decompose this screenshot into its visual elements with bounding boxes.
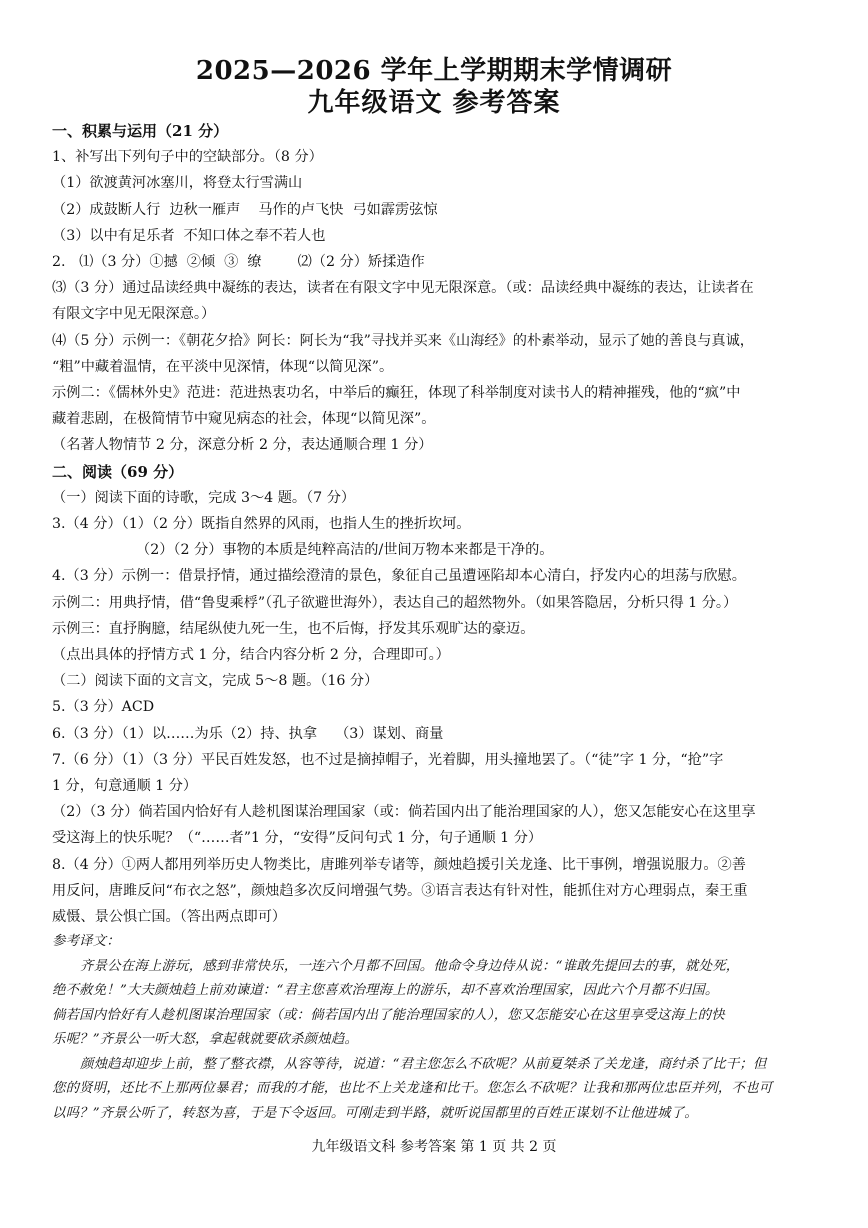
answer-line: （1）欲渡黄河冰塞川，将登太行雪满山 [52, 175, 303, 192]
translation-line: 乐呢？”齐景公一听大怒，拿起戟就要砍杀颜烛趋。 [52, 1032, 359, 1048]
translation-label: 参考译文： [52, 934, 120, 950]
document-title: 2025—2026 学年上学期期末学情调研 [195, 56, 673, 86]
translation-line: 绝不赦免！”大夫颜烛趋上前劝谏道：“君主您喜欢治理海上的游乐，却不喜欢治理国家，因此六个月都不归国。 [52, 983, 719, 999]
answer-line: （2）（3 分）倘若国内恰好有人趁机图谋治理国家（或：倘若国内出了能治理国家的人），您又怎能安心在这里享 [52, 804, 756, 821]
answer-line: （点出具体的抒情方式 1 分，结合内容分析 2 分，合理即可。） [52, 647, 450, 664]
answer-line: 示例二：用典抒情，借“鲁叟乘桴”（孔子欲避世海外），表达自己的超然物外。（如果答隐居，分析只得 1 分。） [52, 594, 738, 611]
answer-line: 有限文字中见无限深意。） [52, 306, 216, 323]
translation-line: 倘若国内恰好有人趁机图谋治理国家（或：倘若国内出了能治理国家的人），您又怎能安心在这里享受这海上的快 [52, 1007, 725, 1023]
answer-line: 1、补写出下列句子中的空缺部分。（8 分） [52, 149, 323, 166]
section-heading: 二、阅读（69 分） [52, 462, 184, 481]
answer-line: 4.（3 分）示例一：借景抒情，通过描绘澄清的景色，象征自己虽遭诬陷却本心清白，抒发内心的坦荡与欣慰。 [52, 568, 746, 585]
translation-line: 以吗？”齐景公听了，转怒为喜，于是下令返回。可刚走到半路，就听说国都里的百姓正谋划不让他进城了。 [52, 1105, 698, 1121]
answer-line: 示例三：直抒胸臆，结尾纵使九死一生，也不后悔，抒发其乐观旷达的豪迈。 [52, 620, 535, 637]
page-footer: 九年级语文科 参考答案 第 1 页 共 2 页 [311, 1139, 557, 1155]
translation-line: 您的贤明，还比不上那两位暴君；而我的才能，也比不上关龙逢和比干。您怎么不砍呢？让我和那两位忠臣并列，不也可 [52, 1081, 773, 1097]
answer-line: 5.（3 分）ACD [52, 699, 155, 716]
section-heading: 一、积累与运用（21 分） [52, 122, 229, 140]
answer-line: “粗”中藏着温情，在平淡中见深情，体现“以简见深”。 [52, 358, 394, 375]
answer-line: 藏着悲剧，在极简情节中窥见病态的社会，体现“以简见深”。 [52, 411, 436, 428]
answer-line: 8.（4 分）①两人都用列举历史人物类比，唐雎列举专诸等，颜烛趋援引关龙逢、比干事例，增强说服力。②善 [52, 856, 746, 873]
answer-line: 威慑、景公惧亡国。（答出两点即可） [52, 909, 287, 926]
answer-line: 示例二：《儒林外史》范进：范进热衷功名，中举后的癫狂，体现了科举制度对读书人的精神摧残，他的“疯”中 [52, 385, 741, 402]
answer-line: （名著人物情节 2 分，深意分析 2 分，表达通顺合理 1 分） [52, 437, 433, 454]
translation-line: 齐景公在海上游玩，感到非常快乐，一连六个月都不回国。他命令身边侍从说：“谁敢先提回去的事，就处死， [80, 958, 740, 974]
answer-line: 用反问，唐雎反问“布衣之怒”，颜烛趋多次反问增强气势。③语言表达有针对性，能抓住对方心理弱点，秦王重 [52, 882, 748, 899]
translation-line: 颜烛趋却迎步上前，整了整衣襟，从容等待，说道：“君主您怎么不砍呢？从前夏桀杀了关龙逢，商纣杀了比干；但 [80, 1056, 767, 1072]
answer-line: （一）阅读下面的诗歌，完成 3～4 题。（7 分） [52, 489, 356, 506]
answer-line: 受这海上的快乐呢？（“……者”1 分，“安得”反问句式 1 分，句子通顺 1 分） [52, 830, 543, 847]
answer-line: ⑶（3 分）通过品读经典中凝练的表达，读者在有限文字中见无限深意。（或：品读经典中凝练的表达，让读者在 [52, 280, 754, 297]
answer-line: 7.（6 分）（1）（3 分）平民百姓发怒，也不过是摘掉帽子，光着脚，用头撞地罢了。（“徒”字 1 分，“抢”字 [52, 751, 724, 768]
answer-content [52, 118, 820, 1126]
answer-line: 3.（4 分）（1）（2 分）既指自然界的风雨，也指人生的挫折坎坷。 [52, 516, 471, 533]
answer-line: （2）（2 分）事物的本质是纯粹高洁的/世间万物本来都是干净的。 [136, 542, 554, 559]
answer-line: ⑷（5 分）示例一：《朝花夕拾》阿长：阿长为“我”寻找并买来《山海经》的朴素举动，显示了她的善良与真诚， [52, 332, 754, 349]
answer-line: 1 分，句意通顺 1 分） [52, 778, 198, 795]
answer-line: 2. ⑴（3 分）①撼 ②倾 ③ 缭 ⑵（2 分）矫揉造作 [52, 254, 425, 271]
answer-line: 6.（3 分）（1）以……为乐（2）持、执拿 （3）谋划、商量 [52, 725, 444, 742]
answer-line: （3）以中有足乐者 不知口体之奉不若人也 [52, 227, 326, 244]
answer-line: （二）阅读下面的文言文，完成 5～8 题。（16 分） [52, 673, 379, 690]
document-subtitle: 九年级语文 参考答案 [307, 88, 561, 118]
answer-line: （2）成鼓断人行 边秋一雁声 马作的卢飞快 弓如霹雳弦惊 [52, 201, 438, 218]
